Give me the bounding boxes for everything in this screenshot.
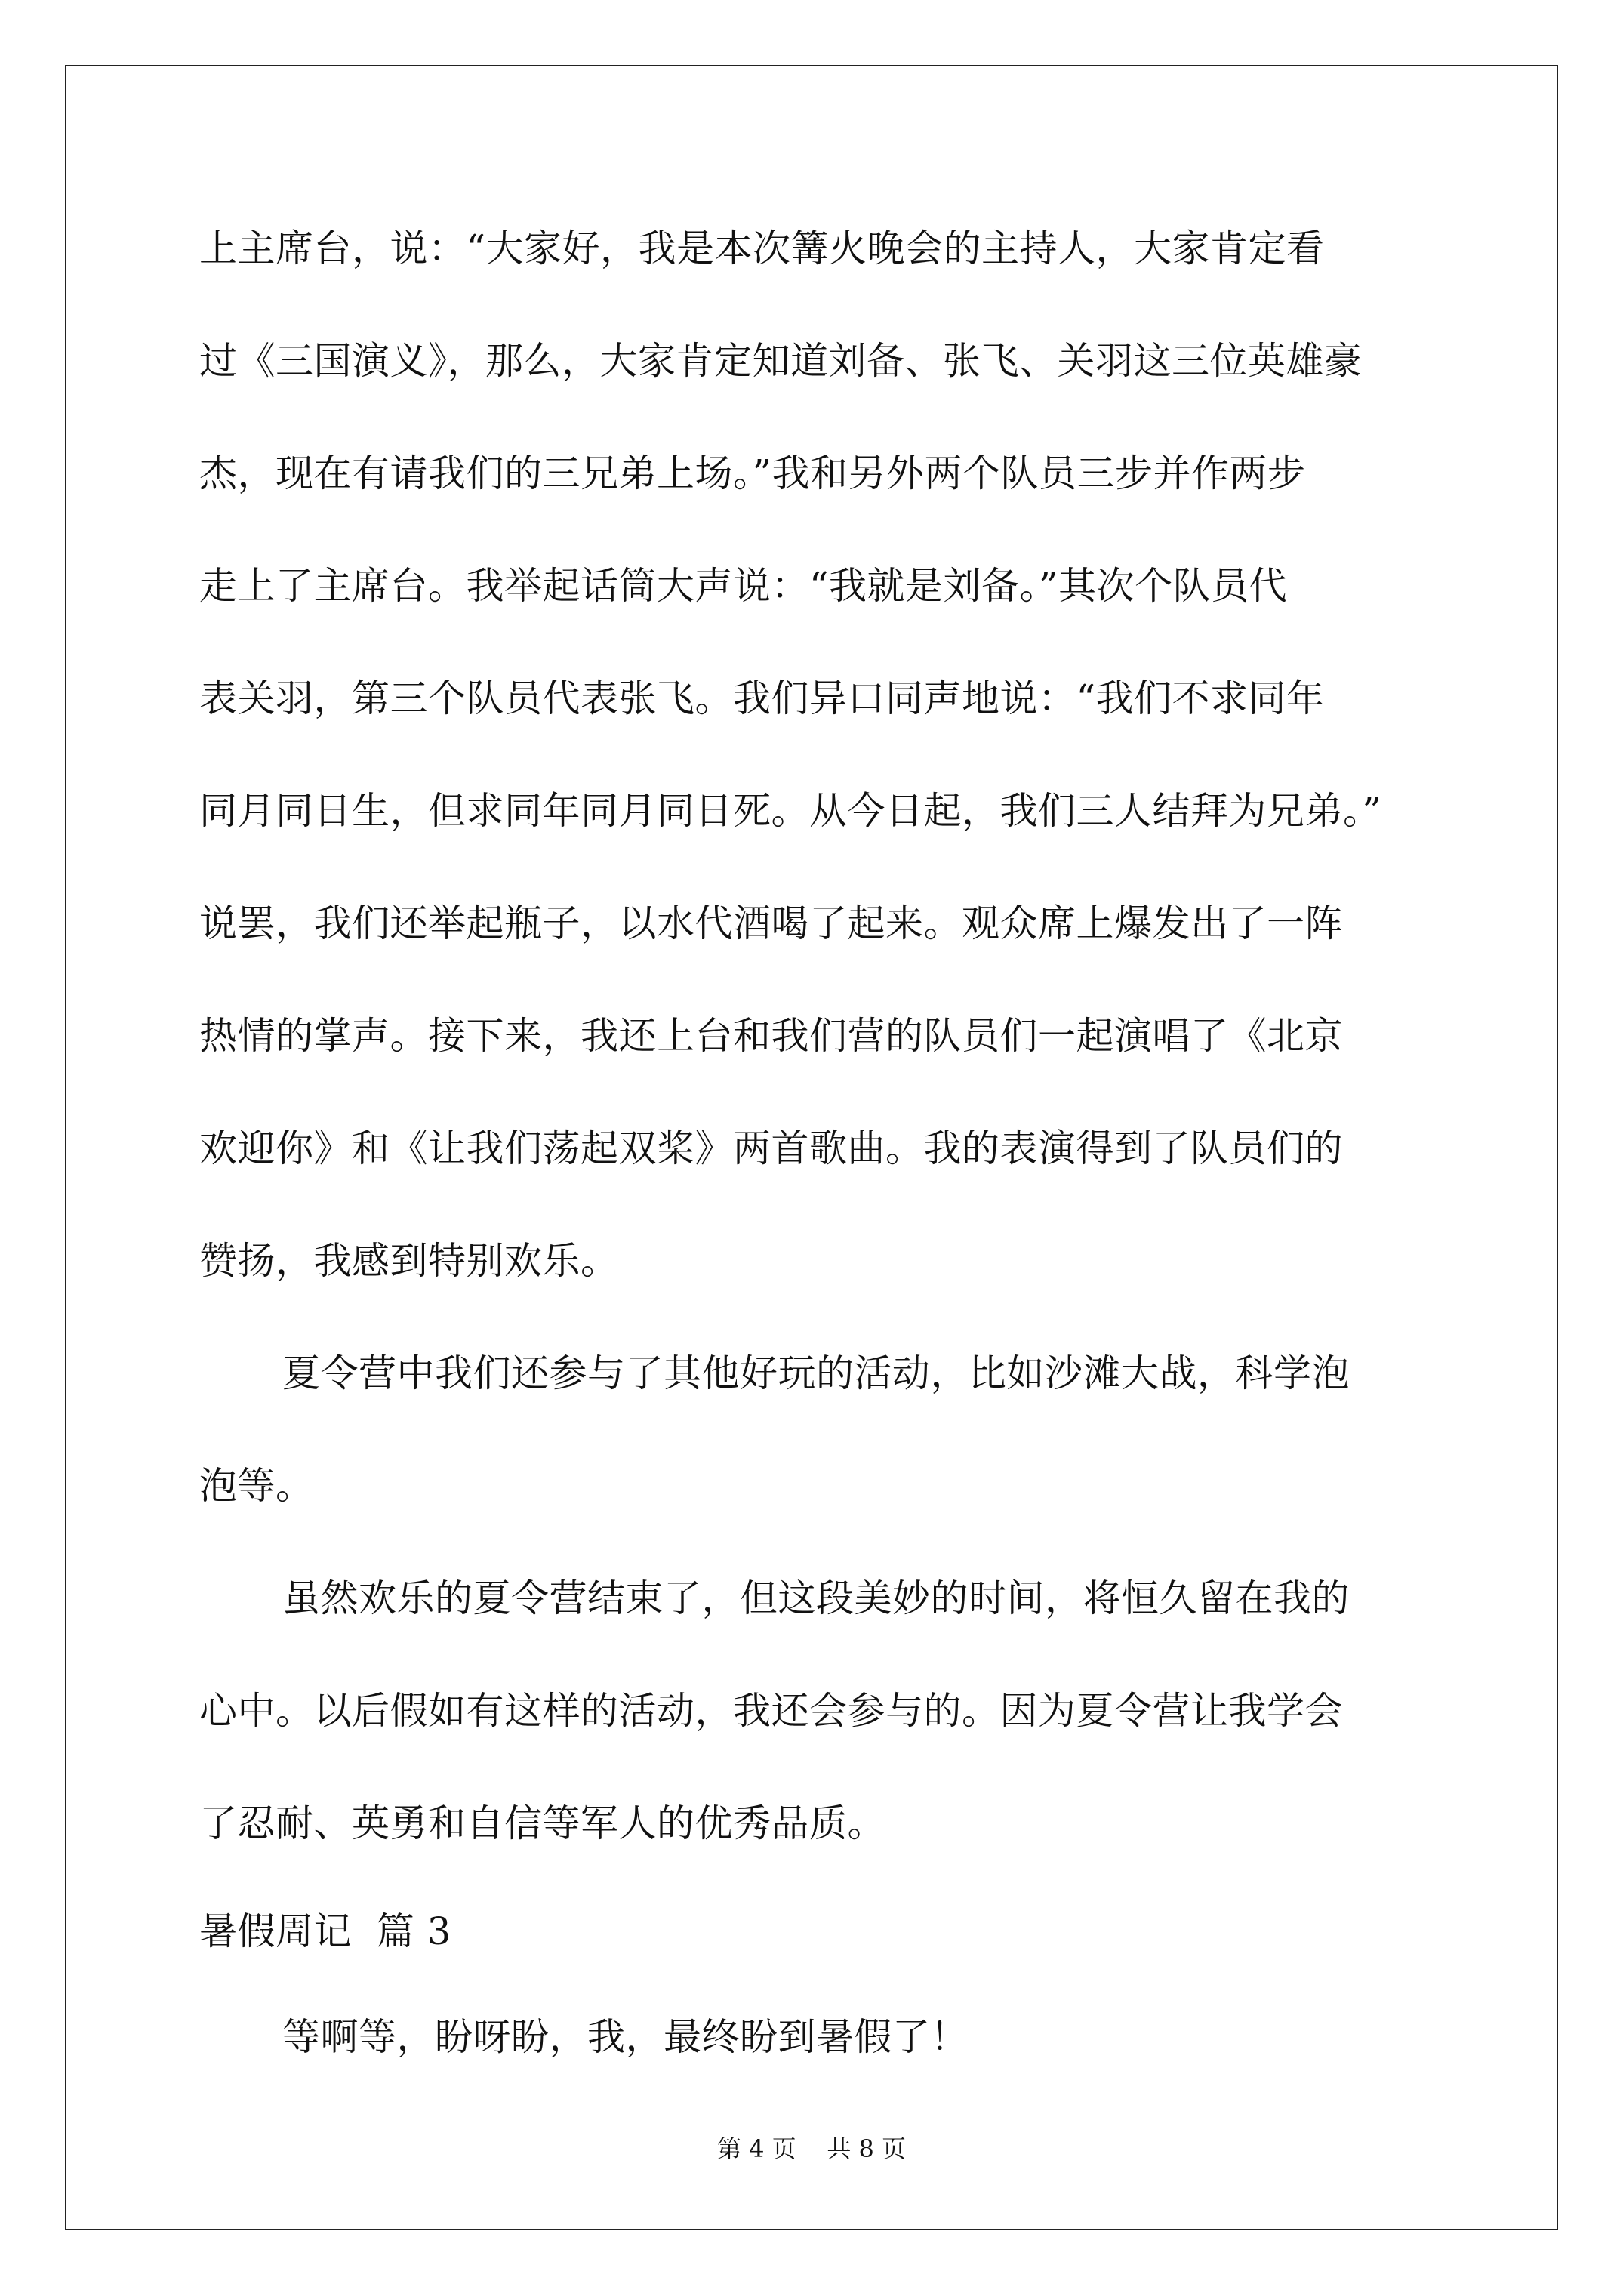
paragraph-line: 杰，现在有请我们的三兄弟上场。”我和另外两个队员三步并作两步 — [199, 451, 1306, 495]
paragraph-line: 走上了主席台。我举起话筒大声说：“我就是刘备。”其次个队员代 — [199, 564, 1288, 608]
paragraph-line: 泡等。 — [199, 1464, 314, 1508]
paragraph-line: 热情的掌声。接下来，我还上台和我们营的队员们一起演唱了《北京 — [199, 1014, 1343, 1058]
paragraph-line: 夏令营中我们还参与了其他好玩的活动，比如沙滩大战，科学泡 — [282, 1351, 1350, 1395]
paragraph-line: 心中。以后假如有这样的活动，我还会参与的。因为夏令营让我学会 — [199, 1689, 1343, 1733]
paragraph-line: 欢迎你》和《让我们荡起双桨》两首歌曲。我的表演得到了队员们的 — [199, 1126, 1343, 1170]
paragraph-line: 上主席台，说：“大家好，我是本次篝火晚会的主持人，大家肯定看 — [199, 227, 1325, 270]
section-heading: 暑假周记 篇 3 — [199, 1909, 451, 1953]
page-number-footer: 第 4 页 共 8 页 — [716, 2134, 907, 2163]
paragraph-line: 了忍耐、英勇和自信等军人的优秀品质。 — [199, 1801, 885, 1845]
paragraph-line: 虽然欢乐的夏令营结束了，但这段美妙的时间，将恒久留在我的 — [282, 1576, 1350, 1620]
paragraph-line: 表关羽，第三个队员代表张飞。我们异口同声地说：“我们不求同年 — [199, 676, 1325, 720]
paragraph-line: 过《三国演义》，那么，大家肯定知道刘备、张飞、关羽这三位英雄豪 — [199, 339, 1363, 383]
paragraph-line: 同月同日生，但求同年同月同日死。从今日起，我们三人结拜为兄弟。” — [199, 789, 1382, 833]
paragraph-line: 赞扬，我感到特别欢乐。 — [199, 1239, 619, 1283]
paragraph-line: 说罢，我们还举起瓶子，以水代酒喝了起来。观众席上爆发出了一阵 — [199, 901, 1343, 945]
paragraph-line: 等啊等，盼呀盼，我，最终盼到暑假了！ — [282, 2015, 969, 2059]
